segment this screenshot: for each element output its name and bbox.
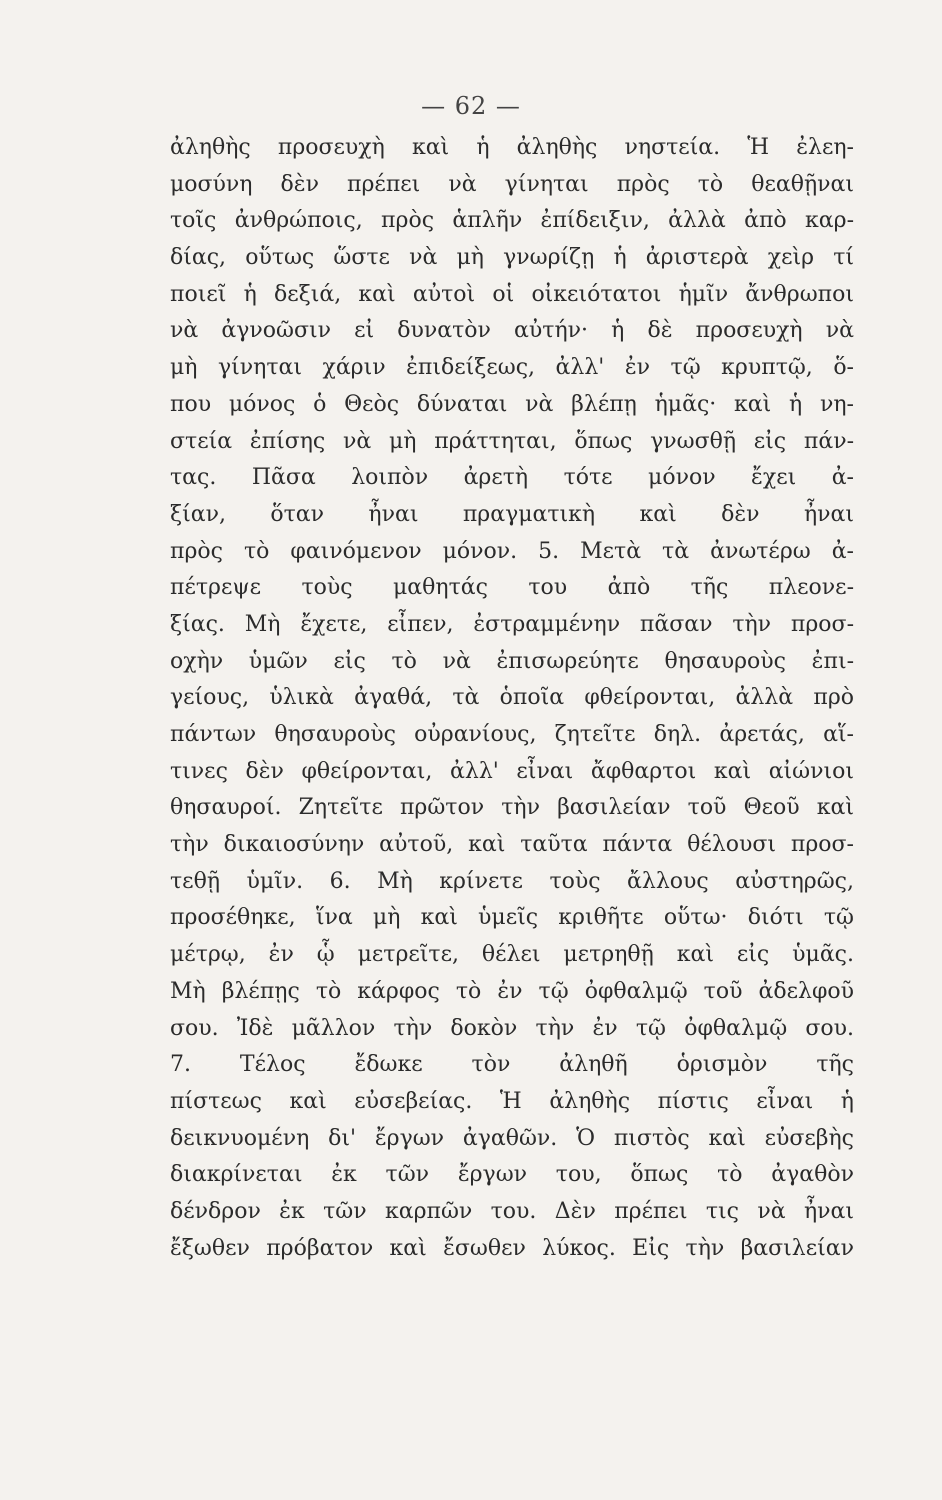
text-line: τινες δὲν φθείρονται, ἀλλ' εἶναι ἄφθαρτοι καὶ αἰώνιοι <box>170 758 854 784</box>
text-line: πρὸς τὸ φαινόμενον μόνον. 5. Μετὰ τὰ ἀνωτέρω ἀ- <box>170 538 854 564</box>
text-line: οχὴν ὑμῶν εἰς τὸ νὰ ἐπισωρεύητε θησαυροὺς ἐπι- <box>170 648 854 674</box>
page-number: — 62 — <box>421 92 521 120</box>
text-line: διακρίνεται ἐκ τῶν ἔργων του, ὅπως τὸ ἀγαθὸν <box>170 1162 854 1188</box>
text-line: 7. Τέλος ἔδωκε τὸν ἀληθῆ ὁρισμὸν τῆς <box>170 1052 854 1078</box>
text-line: μοσύνη δὲν πρέπει νὰ γίνηται πρὸς τὸ θεαθῇναι <box>170 171 854 197</box>
text-line: δένδρον ἐκ τῶν καρπῶν του. Δὲν πρέπει τις νὰ ἦναι <box>170 1198 854 1224</box>
text-line: δίας, οὕτως ὥστε νὰ μὴ γνωρίζῃ ἡ ἀριστερὰ χεὶρ τί <box>170 245 854 271</box>
text-line: νὰ ἀγνοῶσιν εἰ δυνατὸν αὐτήν· ἡ δὲ προσευχὴ νὰ <box>170 318 854 344</box>
text-line: σου. Ἰδὲ μᾶλλον τὴν δοκὸν τὴν ἐν τῷ ὀφθαλμῷ σου. <box>170 1015 854 1041</box>
text-line: πίστεως καὶ εὐσεβείας. Ἡ ἀληθὴς πίστις εἶναι ἡ <box>170 1088 854 1114</box>
text-line: μὴ γίνηται χάριν ἐπιδείξεως, ἀλλ' ἐν τῷ κρυπτῷ, ὅ- <box>170 355 854 381</box>
text-line: δεικνυομένη δι' ἔργων ἀγαθῶν. Ὁ πιστὸς καὶ εὐσεβὴς <box>170 1125 854 1151</box>
text-line: προσέθηκε, ἵνα μὴ καὶ ὑμεῖς κριθῆτε οὕτω· διότι τῷ <box>170 905 854 931</box>
text-line: πάντων θησαυροὺς οὐρανίους, ζητεῖτε δηλ. ἀρετάς, αἵ- <box>170 722 854 747</box>
text-line: ποιεῖ ἡ δεξιά, καὶ αὐτοὶ οἱ οἰκειότατοι ἡμῖν ἄνθρωποι <box>170 281 854 307</box>
text-line: γείους, ὑλικὰ ἀγαθά, τὰ ὁποῖα φθείρονται, ἀλλὰ πρὸ <box>170 685 854 711</box>
text-line: μέτρῳ, ἐν ᾧ μετρεῖτε, θέλει μετρηθῇ καὶ εἰς ὑμᾶς. <box>170 942 854 968</box>
text-line: Μὴ βλέπῃς τὸ κάρφος τὸ ἐν τῷ ὀφθαλμῷ τοῦ ἀδελφοῦ <box>170 978 854 1004</box>
text-line: τεθῇ ὑμῖν. 6. Μὴ κρίνετε τοὺς ἄλλους αὐστηρῶς, <box>170 868 854 894</box>
text-line: πέτρεψε τοὺς μαθητάς του ἀπὸ τῆς πλεονε- <box>170 575 854 601</box>
text-line: ἀληθὴς προσευχὴ καὶ ἡ ἀληθὴς νηστεία. Ἡ ἐλεη- <box>170 135 854 160</box>
text-line: ξίαν, ὅταν ἦναι πραγματικὴ καὶ δὲν ἦναι <box>170 501 854 527</box>
text-line: στεία ἐπίσης νὰ μὴ πράττηται, ὅπως γνωσθῇ εἰς πάν- <box>170 428 854 454</box>
body-text <box>170 130 854 1267</box>
text-line: τὴν δικαιοσύνην αὐτοῦ, καὶ ταῦτα πάντα θέλουσι προσ- <box>170 832 854 858</box>
text-line: ἔξωθεν πρόβατον καὶ ἔσωθεν λύκος. Εἰς τὴν βασιλείαν <box>170 1235 854 1261</box>
text-line: θησαυροί. Ζητεῖτε πρῶτον τὴν βασιλείαν τοῦ Θεοῦ καὶ <box>170 795 854 821</box>
text-line: τας. Πᾶσα λοιπὸν ἀρετὴ τότε μόνον ἔχει ἀ- <box>170 465 854 491</box>
text-line: που μόνος ὁ Θεὸς δύναται νὰ βλέπῃ ἡμᾶς· καὶ ἡ νη- <box>170 391 854 417</box>
text-line: τοῖς ἀνθρώποις, πρὸς ἁπλῆν ἐπίδειξιν, ἀλλὰ ἀπὸ καρ- <box>170 208 854 234</box>
text-line: ξίας. Μὴ ἔχετε, εἶπεν, ἐστραμμένην πᾶσαν τὴν προσ- <box>170 611 854 637</box>
